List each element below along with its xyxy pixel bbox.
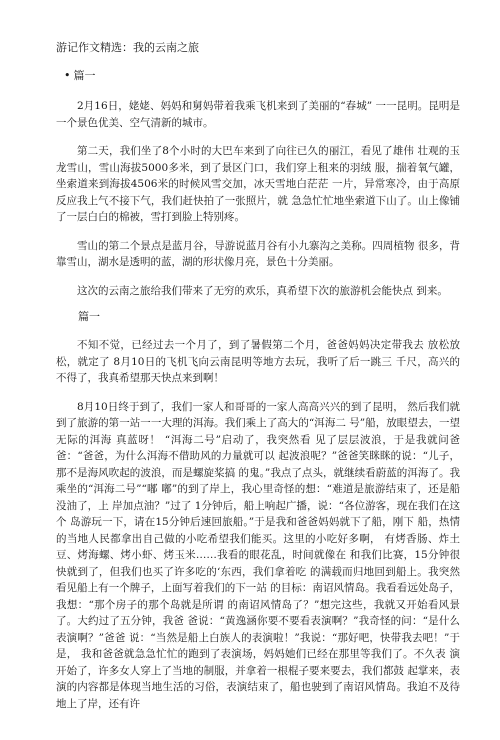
section-heading-label: 篇一: [73, 69, 96, 82]
paragraph: 2月16日，姥姥、妈妈和舅妈带着我乘飞机来到了美丽的“春城” 一一昆明。昆明是一个景色优美、空气清新的城市。: [56, 100, 460, 129]
section-heading-2: 篇一: [78, 310, 100, 323]
document-title: 游记作文精选：我的云南之旅: [56, 41, 199, 54]
paragraph: 不知不觉，已经过去一个月了，到了暑假第二个月，爸爸妈妈决定带我去 放松放松，就定了 8月10日的飞机飞向云南昆明等地方去玩，我听了后一跳三 千尺，高兴的不得了，我真希望那天快点来到啊！: [56, 339, 460, 384]
paragraph: 这次的云南之旅给我们带来了无穷的欢乐，真希望下次的旅游机会能快点 到来。: [77, 284, 448, 297]
paragraph: 第二天，我们坐了8个小时的大巴车来到了向往已久的丽江，看见了雄伟 壮观的玉龙雪山，雪山海拔5000多米，到了景区门口，我们穿上租来的羽绒 服，揣着氧气罐，坐索道来到海拔4506米的时候风雪交加，冰天雪地白茫茫 一片，异常寒冷，由于高原反应我上气不接下气，我们赶快拍了一张照片，就 急急忙忙地坐索道下山了。山上像铺了一层白白的棉被，雪打到脸上特别疼。: [56, 145, 460, 223]
paragraph: 8月10日终于到了，我们一家人和哥哥的一家人高高兴兴的到了昆明， 然后我们就到了旅游的第一站一一大理的洱海。我们乘上了高大的“洱海二 号”船，放眼望去，一望无际的洱海 真蓝呀！ “洱海二号”启动了，我突然看 见了层层波浪，于是我就问爸爸：“爸爸，为什么洱海不借助风的力量就可以 起波浪呢？”爸爸笑眯眯的说：“儿子，那不是海风吹起的波浪，而是螺旋桨搞 的鬼。”我点了点头，就继续看蔚蓝的洱海了。我乘坐的“洱海二号”“嘟 嘟”的到了岸上，我心里奇怪的想：“难道是旅游结束了，还是船没油了，上 岸加点油？”过了 1分钟后，船上响起广播，说：“各位游客，现在我们在这个 岛游玩一下，请在15分钟后速回旅船。”于是我和爸爸妈妈就下了船，刚下 船，热情的当地人民都拿出自己做的小吃希望我们能买。这里的小吃好多啊， 有烤香肠、炸土豆、烤海螺、烤小虾、烤玉米……我看的眼花乱，时间就像在 和我们比赛，15分钟很快就到了，但我们也买了许多吃的‘东西，我们拿着吃 的满载而归地回到船上。我突然看见船上有一个牌子，上面写着我们的下一站 的目标：南诏风情岛。我看看远处岛子，我想：“那个房子的那个岛就是所谓 的南诏风情岛了？”想完这些，我就又开始看风景了。大约过了五分钟，我爸 爸说：“黄逸涵你要不要看表演啊？”我奇怪的问：“是什么表演啊？”爸爸 说：“当然是船上白族人的表演啦！”我说：“那好吧，快带我去吧！”于是， 我和爸爸就急急忙忙的跑到了表演场，妈妈她们已经在那里等我们了。不久表 演开始了，许多女人穿上了当地的制服，并拿着一根棍子要来要去，我们都鼓 起掌来，表演的内容都是体现当地生活的习俗，表演结束了，船也驶到了南诏风情岛。我迫不及待地上了岸，还有许: [56, 400, 460, 710]
section-heading-1: [56, 68, 460, 84]
bullet-icon: •: [64, 69, 71, 82]
paragraph: 雪山的第二个景点是蓝月谷，导游说蓝月谷有小九寨沟之美称。四周植物 很多，背靠雪山，湖水是透明的蓝，湖的形状像月亮，景色十分美丽。: [56, 239, 460, 268]
